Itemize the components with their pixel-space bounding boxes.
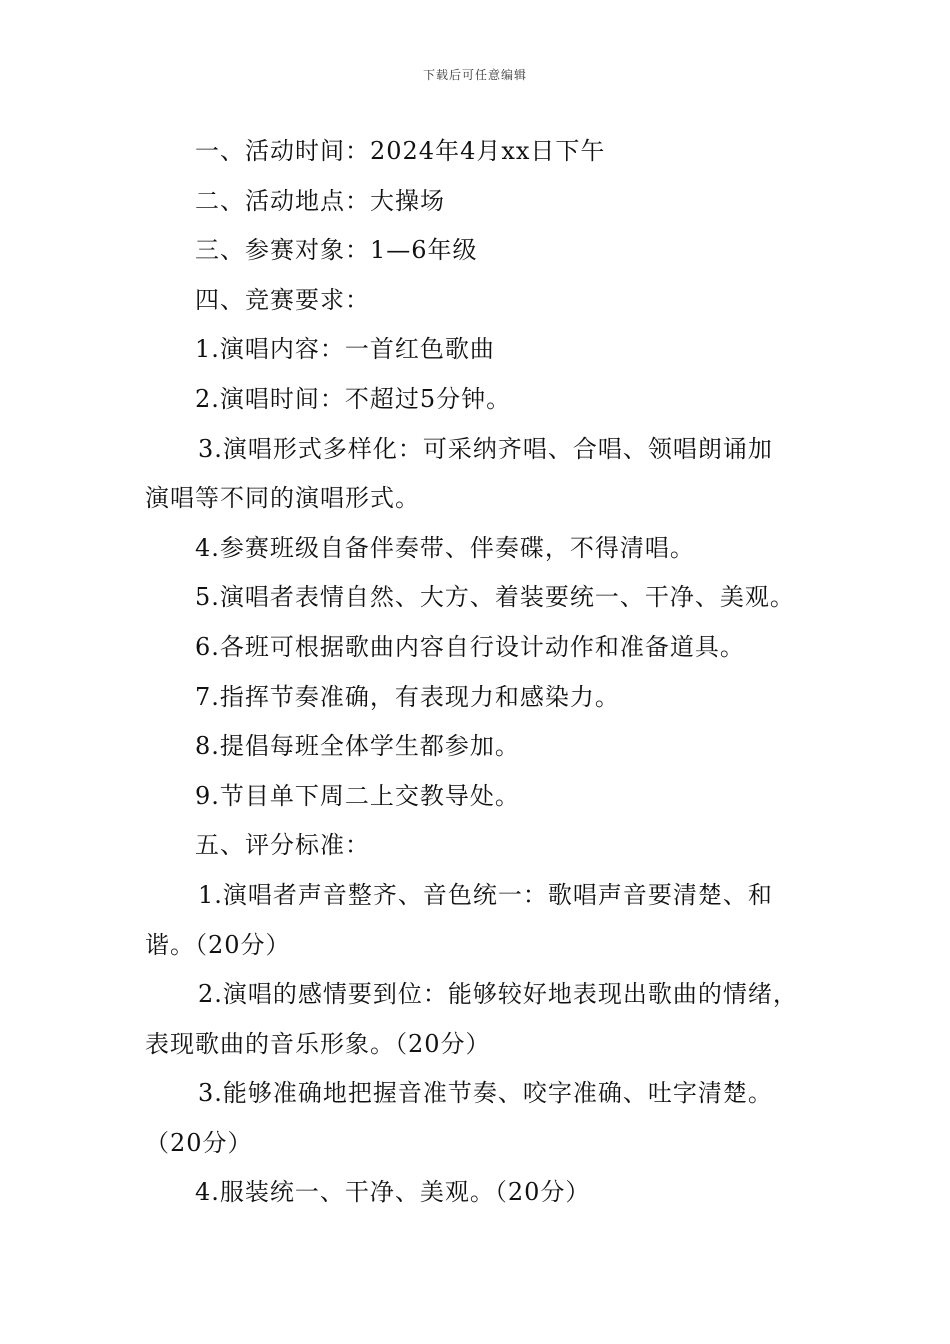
document-body [145, 127, 825, 1218]
requirement-4: 4.参赛班级自备伴奏带、伴奏碟，不得清唱。 [195, 533, 695, 562]
page-header: 下载后可任意编辑 [422, 68, 527, 82]
requirement-5: 5.演唱者表情自然、大方、着装要统一、干净、美观。 [195, 583, 795, 612]
scoring-2-continued: 表现歌曲的音乐形象。（20分） [145, 1029, 491, 1058]
scoring-3-continued: （20分） [145, 1128, 253, 1157]
requirement-9: 9.节目单下周二上交教导处。 [195, 781, 520, 810]
requirement-8: 8.提倡每班全体学生都参加。 [195, 732, 520, 761]
requirement-6: 6.各班可根据歌曲内容自行设计动作和准备道具。 [195, 632, 745, 661]
section-requirements-heading: 四、竞赛要求： [195, 285, 370, 314]
requirement-2: 2.演唱时间：不超过5分钟。 [195, 384, 512, 413]
section-activity-time: 一、活动时间：2024年4月xx日下午 [195, 137, 606, 165]
requirement-7: 7.指挥节奏准确，有表现力和感染力。 [195, 682, 620, 711]
section-scoring-heading: 五、评分标准： [195, 831, 370, 860]
scoring-3: 3.能够准确地把握音准节奏、咬字准确、吐字清楚。 [198, 1079, 773, 1108]
section-participants: 三、参赛对象：1—6年级 [195, 236, 478, 265]
scoring-2: 2.演唱的感情要到位：能够较好地表现出歌曲的情绪， [198, 980, 798, 1009]
requirement-3-continued: 演唱等不同的演唱形式。 [145, 484, 420, 513]
requirement-3: 3.演唱形式多样化：可采纳齐唱、合唱、领唱朗诵加 [198, 434, 773, 463]
scoring-1-continued: 谐。（20分） [145, 930, 291, 959]
scoring-1: 1.演唱者声音整齐、音色统一：歌唱声音要清楚、和 [198, 880, 773, 909]
requirement-1: 1.演唱内容：一首红色歌曲 [195, 335, 495, 364]
scoring-4: 4.服装统一、干净、美观。（20分） [195, 1178, 591, 1207]
section-activity-location: 二、活动地点：大操场 [195, 186, 445, 215]
